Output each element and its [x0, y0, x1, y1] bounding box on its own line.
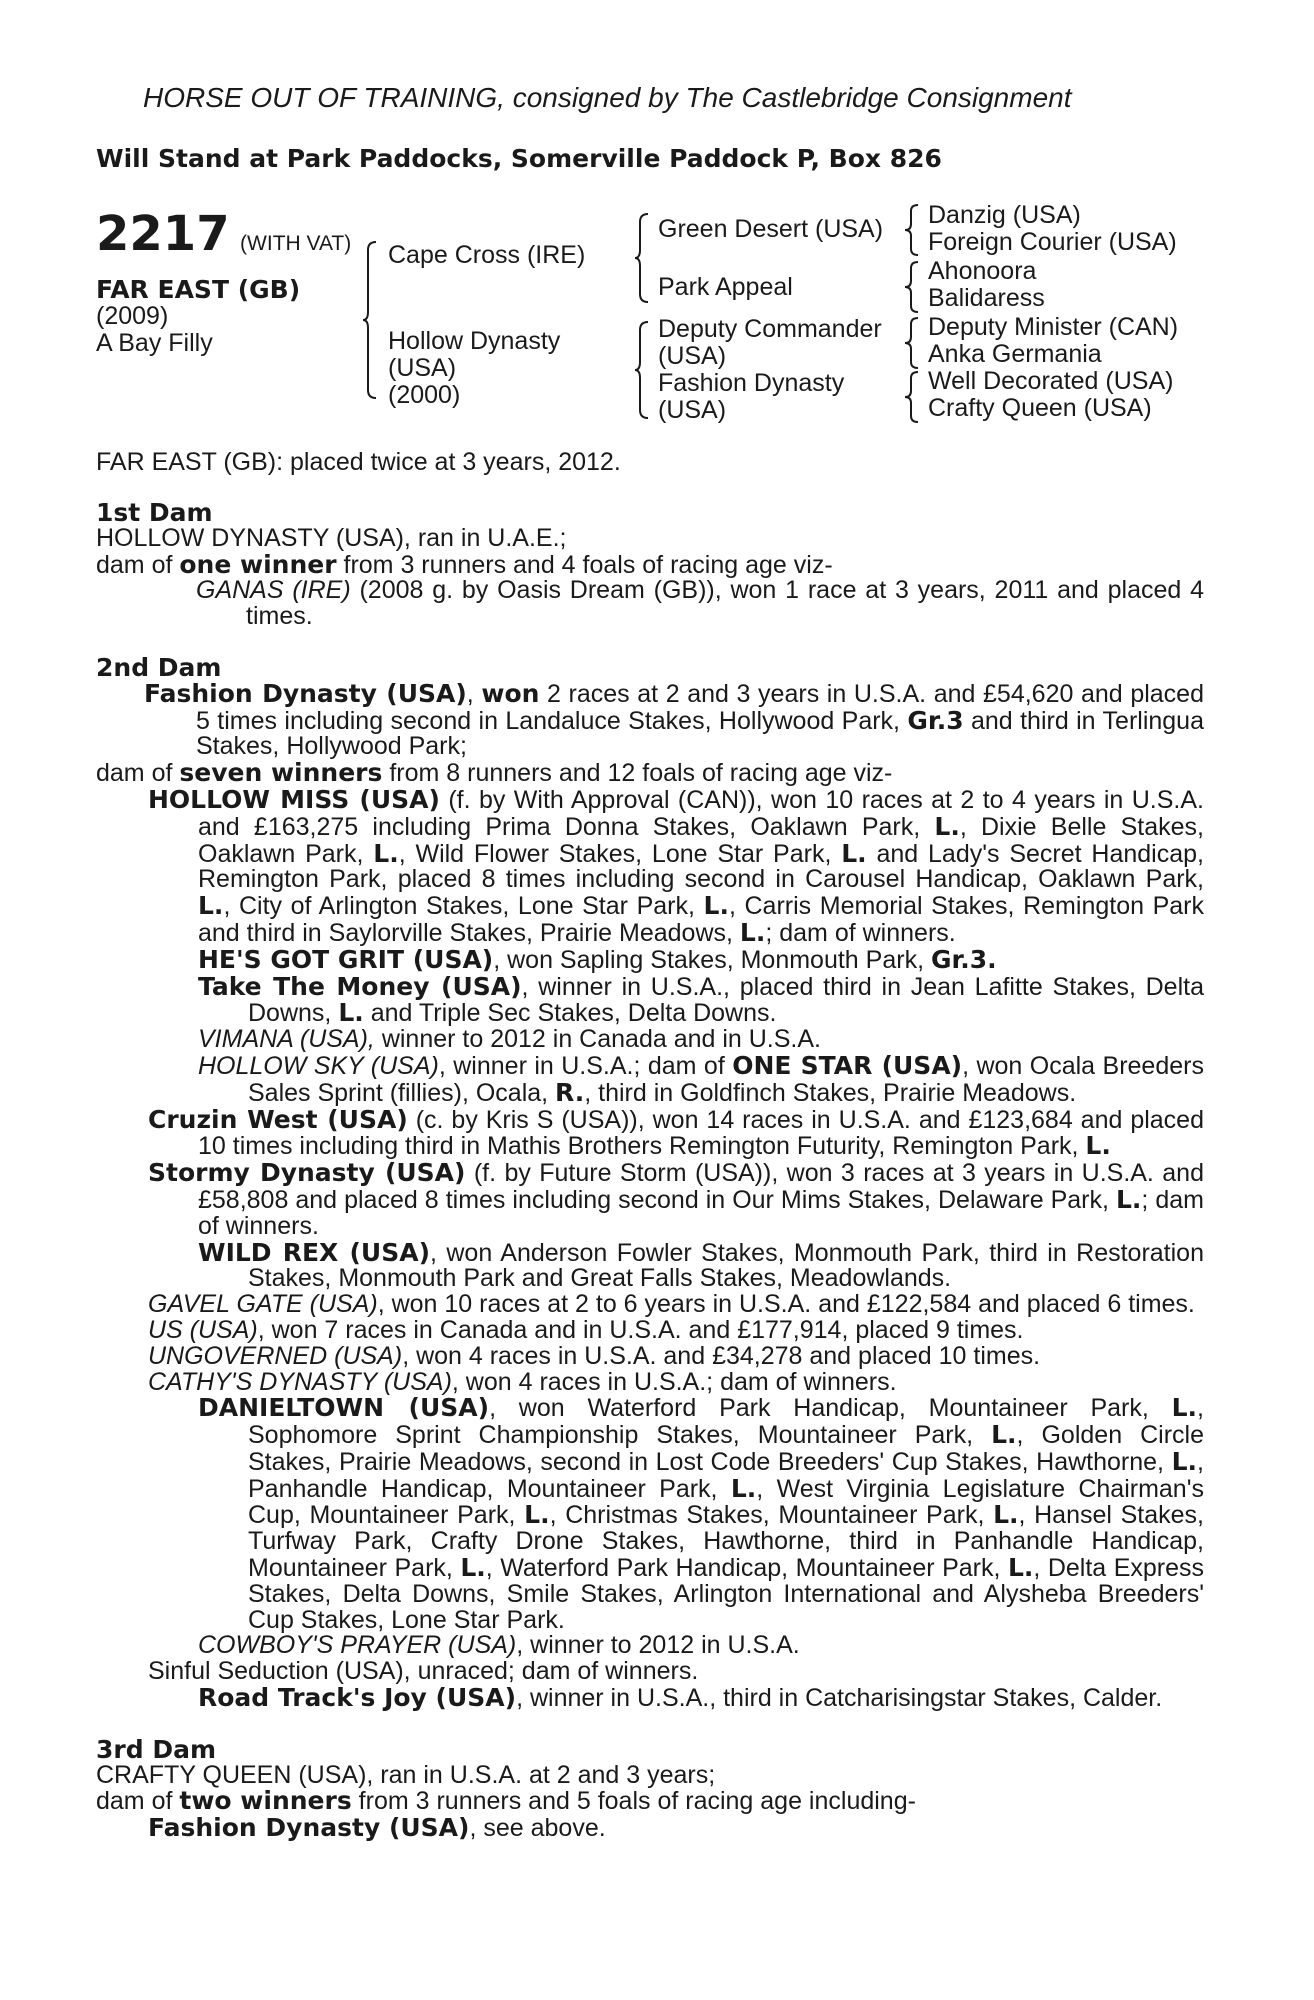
gg-dam-4: Crafty Queen (USA)	[928, 394, 1152, 422]
hes-got-grit-entry: HE'S GOT GRIT (USA), won Sapling Stakes, Monmouth Park, Gr.3.	[198, 944, 997, 974]
third-dam-fashion-dynasty: Fashion Dynasty (USA), see above.	[148, 1813, 606, 1843]
gavel-gate-entry: GAVEL GATE (USA), won 10 races at 2 to 6 years in U.S.A. and £122,584 and placed 6 times.	[148, 1290, 1195, 1319]
race-summary: FAR EAST (GB): placed twice at 3 years, 2012.	[96, 448, 621, 476]
us-entry: US (USA), won 7 races in Canada and in U.S.A. and £177,914, placed 9 times.	[148, 1315, 1024, 1344]
danieltown-entry: DANIELTOWN (USA), won Waterford Park Handicap, Mountaineer Park, L., Sophomore Sprint Championship Stakes, Mountaineer Park, L., Golden Circle Stakes, Prairie Meadows, second in Lost Code Breeders' Cup Stakes, Hawthorne, L., Panhandle Handicap, Mountaineer Park, L., West Virginia Legislature Chairman's Cup, Mountaineer Park, L., Christmas Stakes, Mountaineer Park, L., Hansel Stakes, Turfway Park, Crafty Drone Stakes, Hawthorne, third in Panhandle Handicap, Mountaineer Park, L., Waterford Park Handicap, Mountaineer Park, L., Delta Express Stakes, Delta Downs, Smile Stakes, Arlington International and Alysheba Breeders' Cup Stakes, Lone Star Park.	[198, 1393, 1205, 1634]
pedigree-brace-ds	[904, 316, 922, 370]
sire-dam: Park Appeal	[658, 273, 793, 301]
dam-line-2: (USA)	[388, 354, 457, 382]
gg-dam-3: Well Decorated (USA)	[928, 367, 1174, 395]
horse-name: FAR EAST (GB)	[96, 275, 301, 304]
cowboys-prayer-entry: COWBOY'S PRAYER (USA), winner to 2012 in U.S.A.	[198, 1631, 800, 1660]
pedigree-brace-sire	[634, 212, 652, 304]
ganas-entry: GANAS (IRE) (2008 g. by Oasis Dream (GB)), won 1 race at 3 years, 2011 and placed 4 times.	[196, 576, 1205, 631]
gg-dam-1: Deputy Minister (CAN)	[928, 313, 1179, 341]
hollow-miss-entry: HOLLOW MISS (USA) (f. by With Approval (CAN)), won 10 races at 2 to 4 years in U.S.A. and £163,275 including Prima Donna Stakes, Oaklawn Park, L., Dixie Belle Stakes, Oaklawn Park, L., Wild Flower Stakes, Lone Star Park, L. and Lady's Secret Handicap, Remington Park, placed 8 times including second in Carousel Handicap, Oaklawn Park, L., City of Arlington Stakes, Lone Star Park, L., Carris Memorial Stakes, Remington Park and third in Saylorville Stakes, Prairie Meadows, L.; dam of winners.	[148, 784, 1204, 947]
stand-location: Will Stand at Park Paddocks, Somerville Paddock P, Box 826	[96, 144, 942, 173]
sire-sire: Green Desert (USA)	[658, 215, 884, 243]
dam-dam-2: (USA)	[658, 396, 727, 424]
pedigree-brace-main	[362, 240, 382, 400]
first-dam-heading: 1st Dam	[96, 498, 213, 527]
pedigree-brace-dam	[634, 320, 652, 420]
cathys-dynasty-entry: CATHY'S DYNASTY (USA), won 4 races in U.S.A.; dam of winners.	[148, 1367, 897, 1396]
lot-block	[96, 206, 351, 262]
third-dam-heading: 3rd Dam	[96, 1734, 216, 1764]
first-dam-produce: dam of one winner from 3 runners and 4 foals of racing age viz-	[96, 549, 833, 579]
horse-description: A Bay Filly	[96, 329, 213, 357]
page-header: HORSE OUT OF TRAINING, consigned by The Castlebridge Consignment	[143, 82, 1072, 113]
gg-sire-2: Foreign Courier (USA)	[928, 228, 1177, 256]
gg-sire-4: Balidaress	[928, 284, 1045, 312]
vat-note: (WITH VAT)	[240, 232, 352, 255]
take-the-money-entry: Take The Money (USA), winner in U.S.A., placed third in Jean Lafitte Stakes, Delta Downs, L. and Triple Sec Stakes, Delta Downs.	[198, 971, 1204, 1028]
vimana-entry: VIMANA (USA), winner to 2012 in Canada and in U.S.A.	[198, 1025, 821, 1054]
foaling-year: (2009)	[96, 302, 169, 330]
road-tracks-joy-entry: Road Track's Joy (USA), winner in U.S.A., third in Catcharisingstar Stakes, Calder.	[198, 1683, 1163, 1713]
dam-dam-1: Fashion Dynasty	[658, 369, 845, 397]
pedigree-notes	[96, 500, 1204, 1842]
dam-line-3: (2000)	[388, 381, 461, 409]
third-dam-produce: dam of two winners from 3 runners and 5 foals of racing age including-	[96, 1786, 916, 1816]
ungoverned-entry: UNGOVERNED (USA), won 4 races in U.S.A. and £34,278 and placed 10 times.	[148, 1341, 1041, 1370]
stormy-dynasty-entry: Stormy Dynasty (USA) (f. by Future Storm (USA)), won 3 races at 3 years in U.S.A. and £58,808 and placed 8 times including second in Our Mims Stakes, Delaware Park, L.; dam of winners.	[148, 1158, 1204, 1240]
wild-rex-entry: WILD REX (USA), won Anderson Fowler Stakes, Monmouth Park, third in Restoration Stakes, Monmouth Park and Great Falls Stakes, Meadowlands.	[198, 1237, 1204, 1293]
second-dam-heading: 2nd Dam	[96, 652, 222, 682]
pedigree-brace-ss	[904, 203, 922, 257]
gg-sire-1: Danzig (USA)	[928, 201, 1081, 229]
first-dam-line: HOLLOW DYNASTY (USA), ran in U.A.E.;	[96, 523, 567, 552]
sinful-seduction-entry: Sinful Seduction (USA), unraced; dam of winners.	[148, 1657, 699, 1686]
second-dam-produce: dam of seven winners from 8 runners and 12 foals of racing age viz-	[96, 758, 893, 788]
pedigree-brace-sd	[904, 260, 922, 314]
third-dam-line: CRAFTY QUEEN (USA), ran in U.S.A. at 2 and 3 years;	[96, 1760, 716, 1789]
hollow-sky-entry: HOLLOW SKY (USA), winner in U.S.A.; dam of ONE STAR (USA), won Ocala Breeders Sales Sprint (fillies), Ocala, R., third in Goldfinch Stakes, Prairie Meadows.	[198, 1050, 1204, 1107]
dam-line-1: Hollow Dynasty	[388, 327, 561, 355]
gg-sire-3: Ahonoora	[928, 257, 1037, 285]
sire: Cape Cross (IRE)	[388, 241, 586, 269]
pedigree-brace-dd	[904, 370, 922, 424]
dam-sire-2: (USA)	[658, 342, 727, 370]
cruzin-west-entry: Cruzin West (USA) (c. by Kris S (USA)), won 14 races in U.S.A. and £123,684 and placed 10 times including third in Mathis Brothers Remington Futurity, Remington Park, L.	[148, 1104, 1204, 1161]
dam-sire-1: Deputy Commander	[658, 315, 882, 343]
fashion-dynasty-entry: Fashion Dynasty (USA), won 2 races at 2 and 3 years in U.S.A. and £54,620 and placed 5 times including second in Landaluce Stakes, Hollywood Park, Gr.3 and third in Terlingua Stakes, Hollywood Park;	[144, 678, 1204, 761]
gg-dam-2: Anka Germania	[928, 340, 1102, 368]
lot-number: 2217	[96, 206, 230, 262]
